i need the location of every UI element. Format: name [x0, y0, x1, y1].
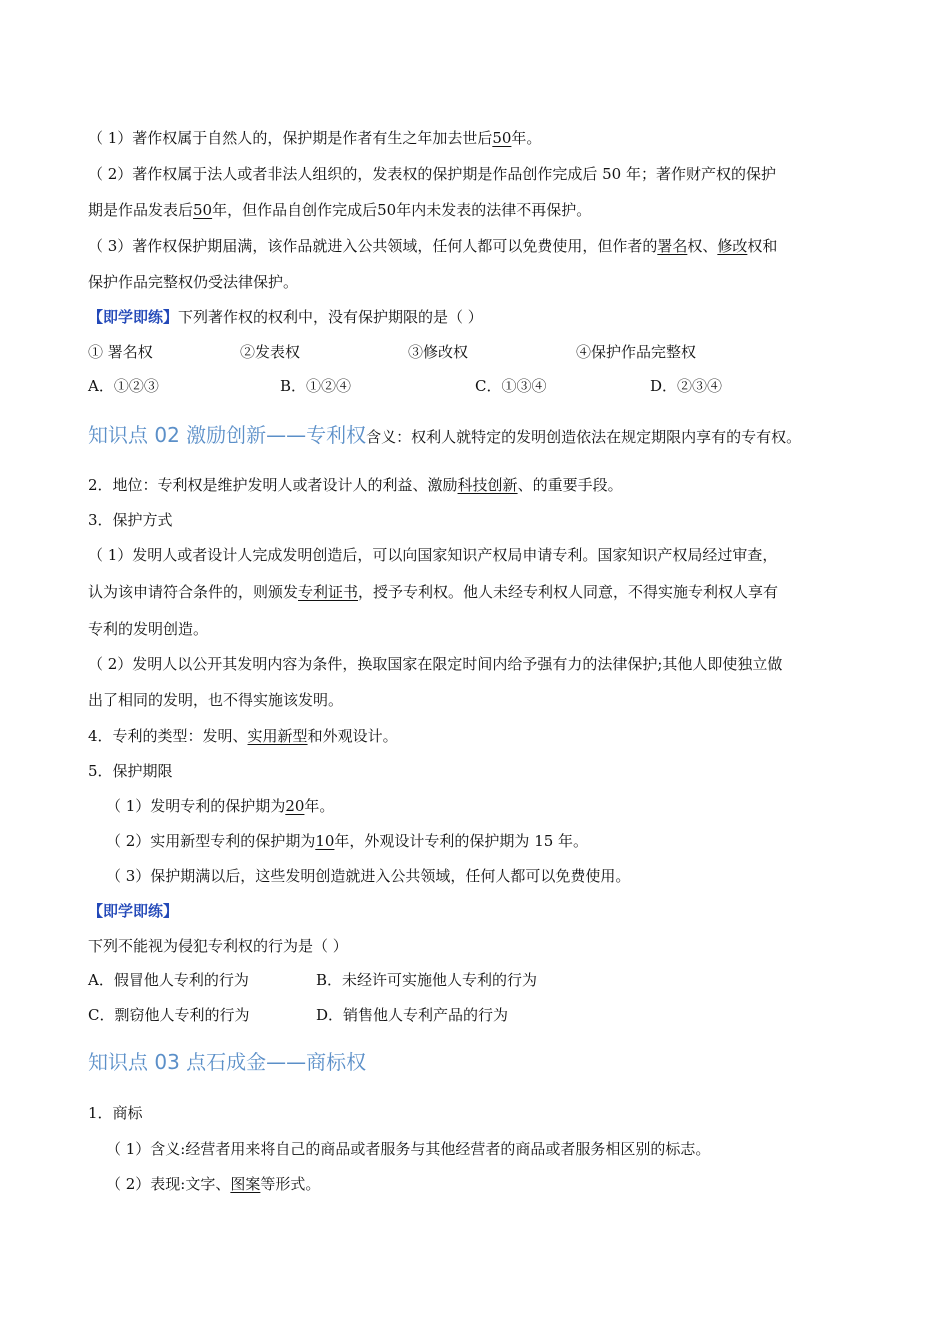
patent-status	[88, 475, 623, 495]
text: 年，但作品自创作完成后50年内未发表的法律不再保护。	[212, 201, 592, 219]
text: （ 3）著作权保护期届满，该作品就进入公共领域，任何人都可以免费使用，但作者的	[88, 237, 658, 255]
text: ，授予专利权。他人未经专利权人同意，不得实施专利权人享有	[358, 583, 779, 601]
text: 权、	[687, 237, 718, 255]
practice-2-option-c: C．剽窃他人专利的行为	[88, 1006, 250, 1024]
underlined-answer: 图案	[230, 1175, 261, 1193]
trademark-definition: （ 1）含义:经营者用来将自己的商品或者服务与其他经营者的商品或者服务相区别的标志。	[106, 1140, 711, 1158]
protect-method-1-line-3: 专利的发明创造。	[88, 620, 209, 638]
practice-2-option-a: A．假冒他人专利的行为	[88, 971, 249, 989]
practice-1-item: ③修改权	[408, 343, 469, 361]
protect-method-1-line-1: （ 1）发明人或者设计人完成发明创造后，可以向国家知识产权局申请专利。国家知识产权局经过审查，	[88, 546, 778, 564]
practice-question-1	[88, 307, 483, 327]
protect-method-2-line-1: （ 2）发明人以公开其发明内容为条件，换取国家在限定时间内给予强有力的法律保护;其他人即使独立做	[88, 655, 783, 673]
underlined-answer: 20	[285, 797, 305, 815]
text: 年。	[304, 797, 335, 815]
practice-1-item: ① 署名权	[88, 343, 153, 361]
protect-period-title: 5．保护期限	[88, 762, 173, 780]
underlined-answer: 专利证书	[298, 583, 359, 601]
text: （ 1）发明专利的保护期为	[106, 797, 286, 815]
practice-2-option-b: B．未经许可实施他人专利的行为	[316, 971, 538, 989]
heading-title: 知识点 02 激励创新——专利权	[88, 423, 367, 447]
practice-1-option-a: A．①②③	[88, 377, 159, 395]
underlined-answer: 实用新型	[247, 727, 308, 745]
underlined-answer: 署名	[657, 237, 688, 255]
text: 权和	[747, 237, 778, 255]
text: 年。	[511, 129, 542, 147]
copyright-period-item-3-line-1	[88, 236, 777, 256]
section-heading-02	[88, 421, 801, 451]
practice-1-option-c: C．①③④	[475, 377, 547, 395]
text: 期是作品发表后	[88, 201, 194, 219]
protect-period-2	[106, 831, 588, 851]
practice-1-item: ②发表权	[240, 343, 301, 361]
patent-types	[88, 726, 398, 746]
practice-1-option-d: D．②③④	[650, 377, 723, 395]
patent-definition: 含义：权利人就特定的发明创造依法在规定期限内享有的专有权。	[366, 428, 802, 446]
text: （ 1）著作权属于自然人的，保护期是作者有生之年加去世后	[88, 129, 493, 147]
text: 认为该申请符合条件的，则颁发	[88, 583, 299, 601]
practice-1-item: ④保护作品完整权	[576, 343, 697, 361]
trademark-title: 1．商标	[88, 1104, 143, 1122]
practice-1-option-b: B．①②④	[280, 377, 352, 395]
trademark-forms	[106, 1174, 320, 1194]
copyright-period-item-2-line-2	[88, 200, 591, 220]
text: （ 2）实用新型专利的保护期为	[106, 832, 316, 850]
practice-tag: 【即学即练】	[88, 308, 179, 326]
protect-method-1-line-2	[88, 582, 778, 602]
text: 年，外观设计专利的保护期为 15 年。	[334, 832, 589, 850]
practice-tag: 【即学即练】	[88, 902, 179, 920]
question-text: 下列著作权的权利中，没有保护期限的是（ ）	[178, 308, 483, 326]
protect-period-3: （ 3）保护期满以后，这些发明创造就进入公共领域，任何人都可以免费使用。	[106, 867, 631, 885]
text: 、的重要手段。	[517, 476, 623, 494]
underlined-answer: 修改	[717, 237, 748, 255]
underlined-answer: 科技创新	[457, 476, 518, 494]
text: （ 2）表现:文字、	[106, 1175, 231, 1193]
text: 等形式。	[260, 1175, 321, 1193]
text: 2．地位：专利权是维护发明人或者设计人的利益、激励	[88, 476, 458, 494]
underlined-answer: 10	[315, 832, 335, 850]
protect-method-2-line-2: 出了相同的发明，也不得实施该发明。	[88, 691, 344, 709]
text: 和外观设计。	[307, 727, 398, 745]
copyright-period-item-1	[88, 128, 541, 148]
protect-method-title: 3．保护方式	[88, 511, 173, 529]
practice-2-option-d: D．销售他人专利产品的行为	[316, 1006, 509, 1024]
practice-question-2: 下列不能视为侵犯专利权的行为是（ ）	[88, 937, 348, 955]
copyright-period-item-2-line-1: （ 2）著作权属于法人或者非法人组织的，发表权的保护期是作品创作完成后 50 年；著作财产权的保护	[88, 165, 776, 183]
protect-period-1	[106, 796, 334, 816]
copyright-period-item-3-line-2: 保护作品完整权仍受法律保护。	[88, 273, 299, 291]
underlined-answer: 50	[492, 129, 512, 147]
underlined-answer: 50	[193, 201, 213, 219]
section-heading-03: 知识点 03 点石成金——商标权	[88, 1050, 367, 1074]
text: 4．专利的类型：发明、	[88, 727, 248, 745]
